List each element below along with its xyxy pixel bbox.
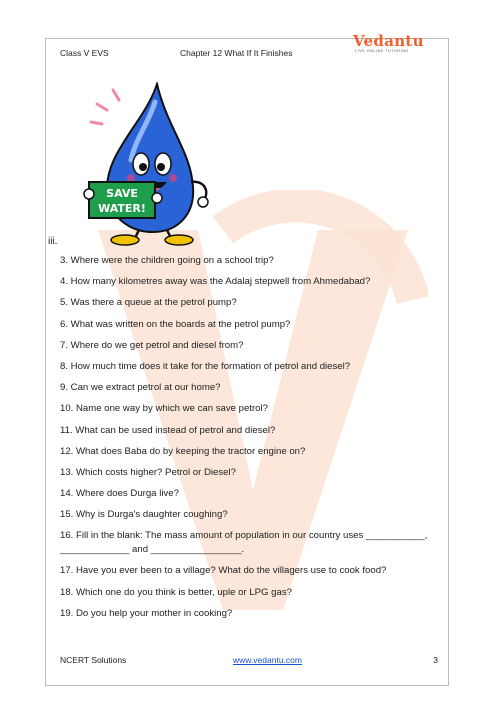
sign-text-line2: WATER!: [98, 202, 146, 215]
page-number: 3: [433, 655, 438, 665]
question-item: 4. How many kilometres away was the Adalaj stepwell from Ahmedabad?: [60, 276, 371, 288]
page-footer: [60, 655, 438, 667]
question-item: 11. What can be used instead of petrol and diesel?: [60, 424, 276, 436]
vedantu-logo: [353, 32, 433, 58]
question-item: 6. What was written on the boards at the petrol pump?: [60, 318, 291, 330]
question-item: 9. Can we extract petrol at our home?: [60, 382, 221, 394]
website-link[interactable]: www.vedantu.com: [233, 655, 302, 665]
question-item: 14. Where does Durga live?: [60, 488, 179, 500]
question-item: 13. Which costs higher? Petrol or Diesel?: [60, 466, 236, 478]
save-water-mascot: [75, 82, 215, 247]
question-item: 16. Fill in the blank: The mass amount of population in our country uses ___________, _____________ and _________________.: [60, 530, 428, 555]
section-label: iii.: [48, 236, 58, 247]
question-item: 18. Which one do you think is better, uple or LPG gas?: [60, 586, 292, 598]
chapter-label: Chapter 12 What If It Finishes: [180, 48, 293, 58]
class-label: Class V EVS: [60, 48, 109, 58]
question-item: 7. Where do we get petrol and diesel from?: [60, 339, 244, 351]
question-list: [60, 254, 450, 628]
question-item: 12. What does Baba do by keeping the tractor engine on?: [60, 445, 306, 457]
question-item: 5. Was there a queue at the petrol pump?: [60, 297, 237, 309]
logo-tagline: LIVE ONLINE TUTORING: [355, 49, 409, 53]
footer-label: NCERT Solutions: [60, 655, 127, 665]
logo-brand: Vedantu: [353, 32, 424, 50]
question-item: 17. Have you ever been to a village? What do the villagers use to cook food?: [60, 565, 387, 577]
question-item: 19. Do you help your mother in cooking?: [60, 607, 233, 619]
question-item: 8. How much time does it take for the formation of petrol and diesel?: [60, 360, 351, 372]
sign-text-line1: SAVE: [106, 187, 138, 200]
question-item: 10. Name one way by which we can save petrol?: [60, 403, 268, 415]
question-item: 15. Why is Durga's daughter coughing?: [60, 509, 228, 521]
question-item: 3. Where were the children going on a school trip?: [60, 255, 274, 266]
